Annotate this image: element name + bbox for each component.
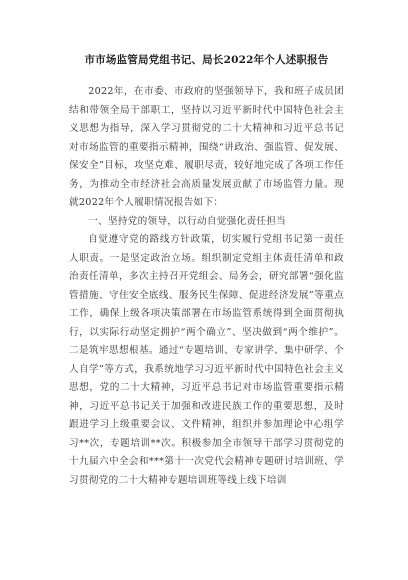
- section-heading: 一、坚持党的领导，以行动自觉强化责任担当: [88, 215, 287, 227]
- document-title: 市市场监管局党组书记、局长2022年个人述职报告: [84, 54, 329, 66]
- intro-paragraph: 2022年，在市委、市政府的坚强领导下，我和班子成员团结和带领全局干部职工，坚持以习近平新时代中国特色社会主义思想为指导，深入学习贯彻党的二十大精神和习近平总书记对市场监管的重要指示精神，围绕“讲政治、强监管、促发展、保安全”目标，攻坚克难、履职尽责，较好地完成了各项工作任务，为推动全市经济社会高质量发展贡献了市场监管力量。现就2022年个人履职情况报告如下：: [69, 86, 344, 208]
- section-paragraph: 自觉遵守党的路线方针政策，切实履行党组书记第一责任人职责。一是坚定政治立场。组织制定党组主体责任清单和政治责任清单，多次主持召开党组会、局务会，研究部署“强化监管措施、守住安全底线、服务民生保障、促进经济发展”等重点工作，确保上级各项决策部署在市场监管系统得到全面贯彻执行，以实际行动坚定拥护“两个确立”、坚决做到“两个维护”。二是筑牢思想根基。通过“专题培训、专家讲学、集中研学、个人自学”等方式，我系统地学习习近平新时代中国特色社会主义思想，党的二十大精神，习近平总书记对市场监管重要指示精神，习近平总书记关于加强和改进民族工作的重要思想，及时跟进学习上级重要会议、文件精神，组织并参加理论中心组学习**次，专题培训**次。积极参加全市领导干部学习贯彻党的十九届六中全会和***第十一次党代会精神专题研讨培训班、学习贯彻党的二十大精神专题培训班等线上线下培训: [69, 234, 344, 486]
